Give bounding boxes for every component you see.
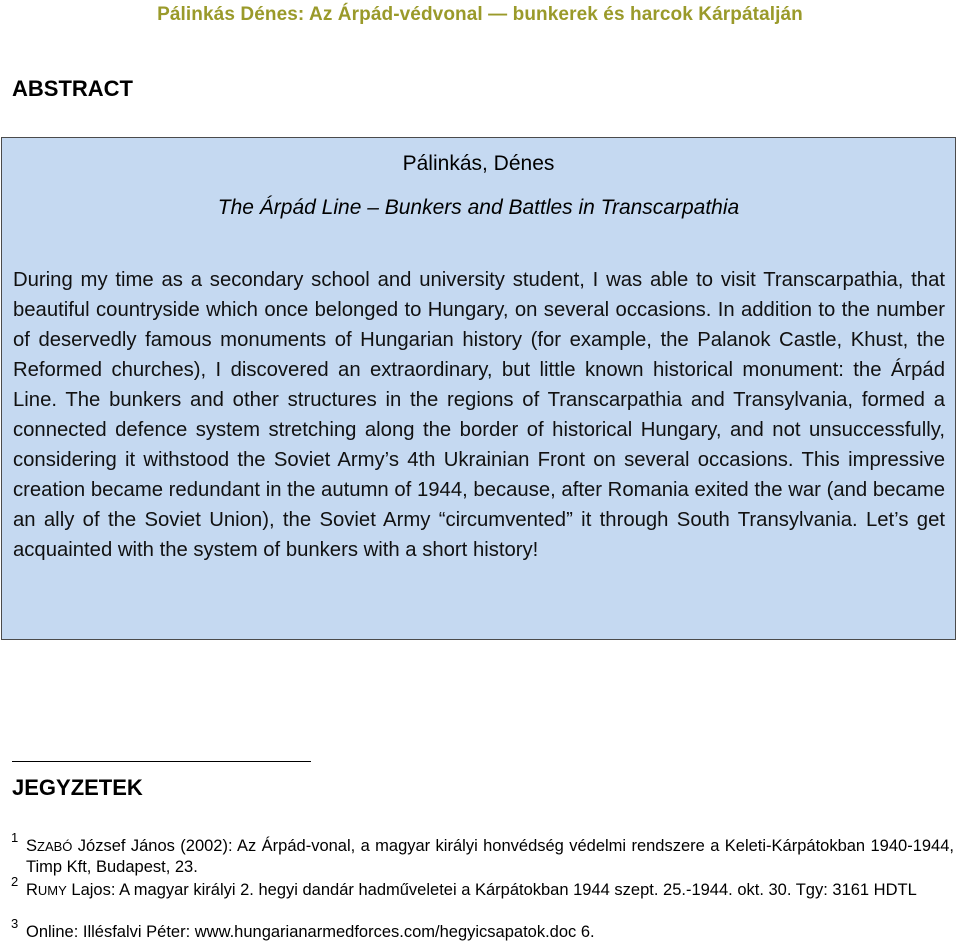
abstract-heading: ABSTRACT [12,76,133,101]
footnote-author-rest: ZABÓ [37,839,73,854]
running-header: Pálinkás Dénes: Az Árpád-védvonal — bunkerek és harcok Kárpátalján [157,4,803,25]
abstract-body: During my time as a secondary school and university student, I was able to visit Transcarpathia, that beautiful countryside which once belonged to Hungary, on several occasions. In addition to the number of deservedly famous monuments of Hungarian history (for example, the Palanok Castle, Khust, the Reformed churches), I discovered an extraordinary, but little known historical monument: the Árpád Line. The bunkers and other structures in the regions of Transcarpathia and Transylvania, formed a connected defence system stretching along the border of historical Hungary, and not unsuccessfully, considering it withstood the Soviet Army’s 4th Ukrainian Front on several occasions. This impressive creation became redundant in the autumn of 1944, because, after Romania exited the war (and became an ally of the Soviet Union), the Soviet Army “circumvented” it through South Transylvania. Let’s get acquainted with the system of bunkers with a short history! [13,269,945,561]
notes-heading: JEGYZETEK [12,775,143,800]
footnote-text: Lajos: A magyar királyi 2. hegyi dandár hadműveletei a Kárpátokban 1944 szept. 25.-1944. okt. 30. Tgy: 3161 HDTL [66,881,917,899]
abstract-box [1,137,956,640]
abstract-title: The Árpád Line – Bunkers and Battles in Transcarpathia [217,196,740,219]
footnote-author-rest: UMY [37,883,67,898]
footnote-text: Online: Illésfalvi Péter: www.hungarianarmedforces.com/hegyicsapatok.doc 6. [26,923,595,941]
footnote-number: 3 [11,916,19,931]
footnote-author-initial: R [26,881,38,899]
footnote-1 [11,830,954,877]
footnote-number: 1 [11,830,19,845]
footnote-number: 2 [11,874,19,889]
footnote-text: József János (2002): Az Árpád-vonal, a magyar királyi honvédség védelmi rendszere a Keleti-Kárpátokban 1940-1944, Timp Kft, Budapest, 23. [26,837,954,876]
footnote-2 [11,874,954,901]
footnote-3 [11,916,954,942]
footnote-separator [12,761,311,762]
abstract-author: Pálinkás, Dénes [402,152,555,175]
footnote-author-initial: S [26,837,38,855]
